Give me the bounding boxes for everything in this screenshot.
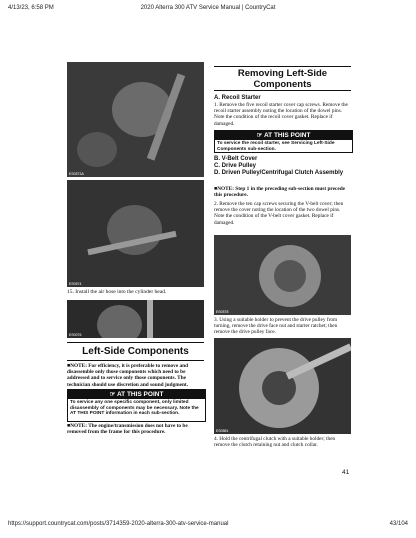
- header-title: 2020 Alterra 300 ATV Service Manual | CountryCat: [140, 5, 276, 11]
- at-this-point-box-left: [67, 389, 206, 422]
- photo-code: ES0578: [216, 310, 229, 314]
- subsection-recoil-starter: A. Recoil Starter: [214, 95, 261, 101]
- footer-url: https://support.countrycat.com/posts/3714359-2020-alterra-300-atv-service-manual: [8, 521, 229, 527]
- photo-engine-2: [67, 180, 204, 287]
- photo-code: ES0581: [216, 429, 229, 433]
- subsection-driven-pulley: D. Driven Pulley/Centrifugal Clutch Assembly: [214, 170, 344, 176]
- photo-clutch: [214, 338, 351, 434]
- step-2-text: 2. Remove the ten cap screws securing the V-belt cover; then remove the cover noting the location of the two dowel pins. Note the condition of the V-belt cover gasket. Replace if damaged.: [214, 201, 344, 226]
- step-15-caption: 15. Install the air hose into the cylinder head.: [67, 289, 167, 295]
- photo-engine-3: [67, 300, 204, 338]
- photo-code: ES0076: [69, 333, 82, 337]
- at-this-point-text: To service the recoil starter, see Servicing Left-Side Components sub-section.: [217, 141, 335, 152]
- footer-page-of: 43/104: [389, 521, 408, 527]
- at-this-point-heading: ☞ AT THIS POINT: [215, 131, 352, 140]
- photo-v-belt-cover: [214, 235, 351, 315]
- header-datetime: 4/13/23, 6:58 PM: [8, 5, 54, 11]
- step-3-text: 3. Using a suitable holder to prevent the drive pulley from turning, remove the drive face nut and starter ratchet; then remove the drive pulley face.: [214, 317, 338, 336]
- note-step-order: ■NOTE: Step 1 in the preceding sub-section must precede this procedure.: [214, 186, 346, 199]
- section-title-removing-left-side: Removing Left-Side Components: [214, 66, 351, 91]
- subsection-v-belt-cover: B. V-Belt Cover: [214, 156, 258, 162]
- page-number: 41: [342, 469, 350, 476]
- step-1-text: 1. Remove the five recoil starter cover cap screws. Remove the recoil starter assembly noting the location of the dowel pins. Note the condition of the recoil cover gasket. Replace if damaged.: [214, 102, 348, 127]
- at-this-point-heading: ☞ AT THIS POINT: [68, 390, 205, 399]
- photo-engine-1: [67, 62, 204, 177]
- step-4-text: 4. Hold the centrifugal clutch with a suitable holder; then remove the clutch retaining nut and clutch collar.: [214, 436, 336, 449]
- section-title-left-side: Left-Side Components: [67, 342, 204, 361]
- note-engine-removal: ■NOTE: The engine/transmission does not have to be removed from the frame for this procedure.: [67, 423, 188, 436]
- note-efficiency: ■NOTE: For efficiency, it is preferable to remove and disassemble only those components which need to be addressed and to service only those components. The technician should use discretion and sound judgment.: [67, 363, 189, 388]
- at-this-point-text: To service any one specific component, only limited disassembly of components may be necessary. Note the AT THIS POINT information in each sub-section.: [70, 400, 199, 416]
- photo-code: ES0574: [69, 282, 82, 286]
- at-this-point-box-right: [214, 130, 353, 153]
- subsection-drive-pulley: C. Drive Pulley: [214, 163, 257, 169]
- photo-code: ES0573A: [69, 172, 84, 176]
